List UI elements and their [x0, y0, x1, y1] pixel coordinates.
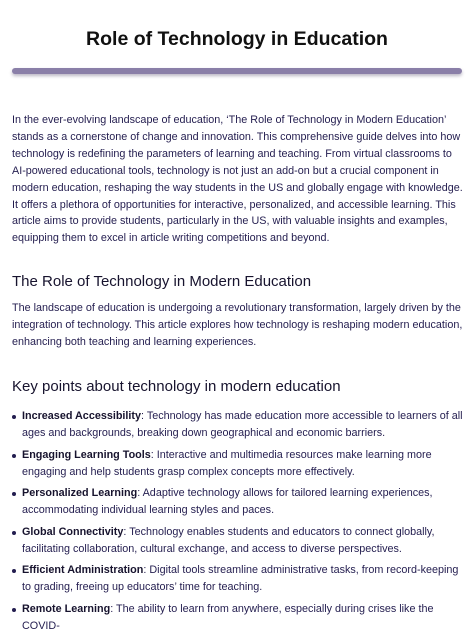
bullet-icon [12, 492, 16, 496]
point-text: : Technology enables students and educators to connect globally, facilitating collaboration, cultural exchange, and access to diverse perspectives. [22, 525, 435, 555]
list-item [12, 524, 464, 558]
point-text: : The ability to learn from anywhere, especially during crises like the COVID- [22, 603, 434, 632]
point-term: Increased Accessibility [22, 410, 142, 422]
bullet-icon [12, 415, 16, 419]
point-text: : Digital tools streamline administrative tasks, from record-keeping to grading, freeing up educators’ time for teaching. [22, 564, 459, 594]
page-title: Role of Technology in Education [86, 28, 388, 50]
section-heading-role: The Role of Technology in Modern Education [12, 273, 312, 290]
list-item [12, 408, 464, 442]
section-paragraph-role: The landscape of education is undergoing a revolutionary transformation, largely driven by the integration of technology. This article explores how technology is reshaping modern education, enhancing both teaching and learning experiences. [12, 302, 463, 348]
key-points-list [12, 408, 464, 640]
bullet-icon [12, 608, 16, 612]
list-item [12, 562, 464, 596]
point-term: Remote Learning [22, 603, 111, 616]
bullet-icon [12, 454, 16, 458]
title-underline-bar [12, 68, 462, 74]
point-text: : Adaptive technology allows for tailored learning experiences, accommodating individual learning styles and paces. [22, 487, 433, 517]
section-heading-key-points: Key points about technology in modern education [12, 378, 341, 395]
point-text: : Interactive and multimedia resources make learning more engaging and help students grasp complex concepts more effectively. [22, 448, 432, 478]
point-text: : Technology has made education more accessible to learners of all ages and backgrounds, breaking down geographical and economic barriers. [22, 410, 463, 439]
intro-paragraph: In the ever-evolving landscape of education, ‘The Role of Technology in Modern Education’ stands as a cornerstone of change and innovation. This comprehensive guide delves into how technology is redefining the parameters of learning and teaching. From virtual classrooms to AI-powered educational tools, technology is not just an add-on but a crucial component in modern education, reshaping the way students in the US and globally engage with knowledge. It offers a plethora of opportunities for interactive, personalized, and accessible learning. This article aims to provide students, particularly in the US, with valuable insights and examples, equipping them to excel in article writing competitions and beyond. [12, 114, 463, 245]
list-item [12, 485, 464, 519]
point-term: Engaging Learning Tools [22, 448, 151, 461]
bullet-icon [12, 569, 16, 573]
list-item [12, 447, 464, 481]
point-term: Personalized Learning [22, 487, 138, 500]
bullet-icon [12, 531, 16, 535]
list-item [12, 601, 464, 635]
point-term: Global Connectivity [22, 525, 124, 538]
point-term: Efficient Administration [22, 564, 144, 577]
